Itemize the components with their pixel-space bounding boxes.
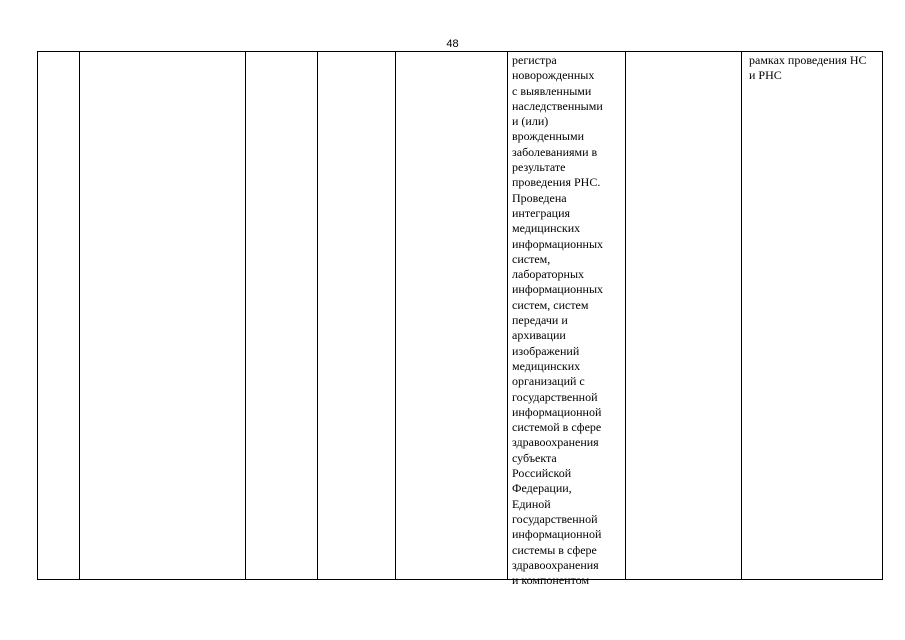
cell-text-line: проведения РНС.	[512, 175, 601, 190]
table-cell-6	[508, 52, 626, 588]
cell-text-line: организаций с	[512, 374, 585, 389]
cell-text-line: здравоохранения	[512, 435, 599, 450]
cell-text-line: результате	[512, 160, 566, 175]
table-cell-5	[396, 52, 508, 580]
cell-text-line: субъекта	[512, 450, 557, 465]
cell-text-line: системой в сфере	[512, 420, 602, 435]
cell-text-line: информационной	[512, 404, 602, 419]
cell-text-line: Проведена	[512, 190, 567, 205]
cell-text-line: передачи и	[512, 313, 568, 328]
cell-text-line: и (или)	[512, 114, 549, 129]
table-cell-4	[318, 52, 396, 580]
table-row	[38, 52, 883, 580]
cell-text-line: с выявленными	[512, 83, 592, 98]
cell-text-line: заболеваниями в	[512, 144, 598, 159]
cell-text-line: информационных	[512, 282, 604, 297]
cell-text-line: системы в сфере	[512, 542, 597, 557]
cell-text-line: наследственными	[512, 98, 603, 113]
cell-text-line: Единой	[512, 496, 551, 511]
cell-text-line: Российской	[512, 466, 572, 481]
cell-text-line: систем, систем	[512, 297, 589, 312]
cell-text-line: медицинских	[512, 221, 581, 236]
table-cell-2	[80, 52, 246, 580]
cell-text-line: новорожденных	[512, 68, 595, 83]
cell-text-line: интеграция	[512, 205, 571, 220]
cell-text-line: изображений	[512, 343, 580, 358]
table-cell-7	[626, 52, 742, 580]
cell-text-line: информационной	[512, 527, 602, 542]
cell-text-line: рамках проведения НС	[749, 53, 867, 67]
cell-text-line: врожденными	[512, 129, 585, 144]
cell-text-line: регистра	[512, 53, 557, 67]
cell-text-line: государственной	[512, 389, 598, 404]
cell-text-line: медицинских	[512, 358, 581, 373]
cell-text-line: и компонентом	[512, 573, 590, 588]
cell-text-line: лабораторных	[512, 267, 585, 282]
table-cell-3	[246, 52, 318, 580]
cell-text-line: Федерации,	[512, 481, 572, 496]
cell-text-line: и РНС	[749, 68, 782, 83]
table-cell-1	[38, 52, 80, 580]
document-table	[37, 51, 883, 588]
page-number: 48	[446, 38, 459, 50]
cell-text-line: систем,	[512, 251, 551, 266]
cell-text-line: здравоохранения	[512, 557, 599, 572]
table-cell-8	[742, 52, 883, 580]
cell-text-line: государственной	[512, 511, 598, 526]
cell-text-line: архивации	[512, 328, 566, 343]
cell-text-line: информационных	[512, 236, 604, 251]
